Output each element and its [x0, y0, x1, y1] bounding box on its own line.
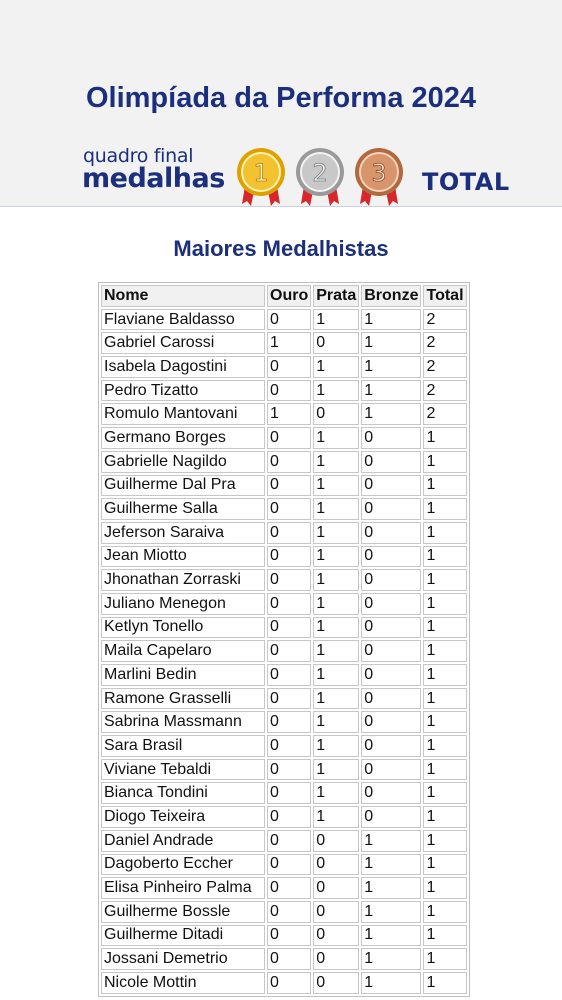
cell-gold: 0 — [267, 948, 311, 970]
cell-bronze: 1 — [361, 830, 421, 852]
column-header-gold: Ouro — [267, 285, 311, 307]
cell-gold: 0 — [267, 546, 311, 568]
cell-total: 1 — [423, 782, 466, 804]
cell-silver: 0 — [313, 854, 359, 876]
cell-bronze: 0 — [361, 806, 421, 828]
cell-name: Pedro Tizatto — [101, 380, 265, 402]
cell-name: Jhonathan Zorraski — [101, 569, 265, 591]
cell-gold: 0 — [267, 688, 311, 710]
cell-name: Romulo Mantovani — [101, 403, 265, 425]
cell-silver: 1 — [313, 782, 359, 804]
cell-gold: 0 — [267, 640, 311, 662]
table-row — [101, 688, 467, 710]
cell-name: Sara Brasil — [101, 735, 265, 757]
cell-silver: 1 — [313, 451, 359, 473]
cell-bronze: 0 — [361, 475, 421, 497]
cell-bronze: 0 — [361, 451, 421, 473]
table-row — [101, 617, 467, 639]
cell-gold: 0 — [267, 664, 311, 686]
table-row — [101, 332, 467, 354]
table-row — [101, 403, 467, 425]
cell-bronze: 0 — [361, 546, 421, 568]
cell-silver: 1 — [313, 522, 359, 544]
cell-total: 1 — [423, 475, 466, 497]
cell-name: Jean Miotto — [101, 546, 265, 568]
cell-bronze: 1 — [361, 356, 421, 378]
table-row — [101, 830, 467, 852]
column-header-name: Nome — [101, 285, 265, 307]
table-row — [101, 806, 467, 828]
table-row — [101, 854, 467, 876]
cell-bronze: 0 — [361, 640, 421, 662]
cell-total: 2 — [423, 356, 466, 378]
table-row — [101, 427, 467, 449]
cell-name: Marlini Bedin — [101, 664, 265, 686]
cell-name: Diogo Teixeira — [101, 806, 265, 828]
cell-total: 1 — [423, 925, 466, 947]
cell-name: Jossani Demetrio — [101, 948, 265, 970]
cell-total: 1 — [423, 830, 466, 852]
table-row — [101, 593, 467, 615]
cell-bronze: 0 — [361, 427, 421, 449]
cell-gold: 0 — [267, 854, 311, 876]
bronze-medal-icon — [349, 146, 409, 210]
table-row — [101, 925, 467, 947]
cell-gold: 0 — [267, 380, 311, 402]
cell-silver: 0 — [313, 901, 359, 923]
cell-gold: 0 — [267, 901, 311, 923]
cell-gold: 0 — [267, 830, 311, 852]
table-row — [101, 972, 467, 994]
cell-total: 1 — [423, 427, 466, 449]
cell-silver: 1 — [313, 593, 359, 615]
cell-gold: 0 — [267, 451, 311, 473]
cell-name: Viviane Tebaldi — [101, 759, 265, 781]
cell-total: 1 — [423, 854, 466, 876]
cell-silver: 1 — [313, 664, 359, 686]
cell-silver: 1 — [313, 735, 359, 757]
cell-name: Guilherme Dal Pra — [101, 475, 265, 497]
cell-silver: 0 — [313, 877, 359, 899]
column-header-bronze: Bronze — [361, 285, 421, 307]
cell-name: Nicole Mottin — [101, 972, 265, 994]
column-header-silver: Prata — [313, 285, 359, 307]
table-row — [101, 735, 467, 757]
table-row — [101, 948, 467, 970]
cell-bronze: 1 — [361, 380, 421, 402]
cell-silver: 1 — [313, 309, 359, 331]
cell-gold: 0 — [267, 782, 311, 804]
cell-total: 1 — [423, 522, 466, 544]
cell-bronze: 0 — [361, 664, 421, 686]
cell-total: 2 — [423, 403, 466, 425]
cell-gold: 1 — [267, 332, 311, 354]
cell-bronze: 1 — [361, 854, 421, 876]
cell-name: Daniel Andrade — [101, 830, 265, 852]
cell-gold: 0 — [267, 735, 311, 757]
cell-gold: 0 — [267, 593, 311, 615]
cell-gold: 0 — [267, 925, 311, 947]
table-body — [101, 309, 467, 994]
table-row — [101, 451, 467, 473]
cell-silver: 1 — [313, 640, 359, 662]
cell-total: 1 — [423, 664, 466, 686]
cell-total: 1 — [423, 711, 466, 733]
logo-text-small: quadro final — [83, 145, 194, 167]
gold-medal-icon — [231, 146, 291, 210]
cell-total: 1 — [423, 688, 466, 710]
cell-gold: 0 — [267, 498, 311, 520]
cell-silver: 1 — [313, 711, 359, 733]
cell-bronze: 1 — [361, 925, 421, 947]
table-row — [101, 664, 467, 686]
cell-silver: 0 — [313, 972, 359, 994]
table-row — [101, 759, 467, 781]
table-row — [101, 380, 467, 402]
cell-name: Sabrina Massmann — [101, 711, 265, 733]
cell-silver: 0 — [313, 925, 359, 947]
cell-total: 1 — [423, 735, 466, 757]
cell-total: 1 — [423, 569, 466, 591]
cell-total: 1 — [423, 806, 466, 828]
table-row — [101, 475, 467, 497]
cell-bronze: 0 — [361, 688, 421, 710]
cell-silver: 1 — [313, 427, 359, 449]
cell-gold: 0 — [267, 759, 311, 781]
cell-bronze: 0 — [361, 569, 421, 591]
cell-gold: 0 — [267, 617, 311, 639]
cell-silver: 1 — [313, 498, 359, 520]
cell-silver: 0 — [313, 332, 359, 354]
cell-name: Maila Capelaro — [101, 640, 265, 662]
cell-bronze: 1 — [361, 332, 421, 354]
cell-gold: 0 — [267, 711, 311, 733]
silver-medal-icon — [290, 146, 350, 210]
cell-gold: 0 — [267, 569, 311, 591]
cell-silver: 0 — [313, 830, 359, 852]
table-row — [101, 498, 467, 520]
medal-number: 2 — [312, 159, 328, 187]
medal-number: 1 — [253, 159, 269, 187]
cell-name: Ramone Grasselli — [101, 688, 265, 710]
cell-bronze: 1 — [361, 948, 421, 970]
cell-total: 1 — [423, 759, 466, 781]
cell-bronze: 1 — [361, 972, 421, 994]
cell-name: Isabela Dagostini — [101, 356, 265, 378]
page-header — [0, 0, 562, 207]
cell-name: Gabriel Carossi — [101, 332, 265, 354]
table-row — [101, 711, 467, 733]
cell-bronze: 1 — [361, 877, 421, 899]
cell-name: Guilherme Ditadi — [101, 925, 265, 947]
cell-name: Dagoberto Eccher — [101, 854, 265, 876]
page-title: Olimpíada da Performa 2024 — [85, 82, 477, 114]
cell-name: Juliano Menegon — [101, 593, 265, 615]
cell-silver: 1 — [313, 688, 359, 710]
cell-gold: 0 — [267, 309, 311, 331]
cell-gold: 0 — [267, 806, 311, 828]
cell-bronze: 1 — [361, 403, 421, 425]
cell-total: 1 — [423, 948, 466, 970]
medalists-table — [98, 282, 470, 997]
medal-number: 3 — [371, 159, 387, 187]
cell-gold: 0 — [267, 522, 311, 544]
cell-total: 1 — [423, 498, 466, 520]
table-header-row — [101, 285, 467, 307]
cell-total: 2 — [423, 380, 466, 402]
cell-silver: 0 — [313, 948, 359, 970]
cell-gold: 0 — [267, 877, 311, 899]
cell-silver: 1 — [313, 569, 359, 591]
cell-silver: 0 — [313, 403, 359, 425]
cell-name: Gabrielle Nagildo — [101, 451, 265, 473]
cell-name: Guilherme Bossle — [101, 901, 265, 923]
cell-total: 1 — [423, 877, 466, 899]
table-row — [101, 546, 467, 568]
cell-silver: 1 — [313, 475, 359, 497]
cell-total: 1 — [423, 901, 466, 923]
cell-total: 1 — [423, 593, 466, 615]
cell-name: Bianca Tondini — [101, 782, 265, 804]
cell-gold: 0 — [267, 427, 311, 449]
table-row — [101, 782, 467, 804]
cell-name: Elisa Pinheiro Palma — [101, 877, 265, 899]
cell-silver: 1 — [313, 617, 359, 639]
cell-bronze: 0 — [361, 498, 421, 520]
cell-name: Germano Borges — [101, 427, 265, 449]
cell-bronze: 0 — [361, 593, 421, 615]
column-header-total: Total — [423, 285, 466, 307]
cell-total: 1 — [423, 451, 466, 473]
cell-bronze: 0 — [361, 735, 421, 757]
cell-bronze: 0 — [361, 522, 421, 544]
cell-silver: 1 — [313, 806, 359, 828]
cell-bronze: 1 — [361, 309, 421, 331]
cell-total: 1 — [423, 972, 466, 994]
table-row — [101, 640, 467, 662]
table-row — [101, 356, 467, 378]
table-row — [101, 569, 467, 591]
cell-name: Jeferson Saraiva — [101, 522, 265, 544]
cell-bronze: 1 — [361, 901, 421, 923]
section-subtitle: Maiores Medalhistas — [173, 236, 389, 261]
cell-silver: 1 — [313, 546, 359, 568]
cell-name: Flaviane Baldasso — [101, 309, 265, 331]
table-row — [101, 877, 467, 899]
cell-bronze: 0 — [361, 759, 421, 781]
cell-name: Guilherme Salla — [101, 498, 265, 520]
cell-name: Ketlyn Tonello — [101, 617, 265, 639]
cell-bronze: 0 — [361, 782, 421, 804]
cell-total: 1 — [423, 640, 466, 662]
table-row — [101, 901, 467, 923]
cell-silver: 1 — [313, 759, 359, 781]
cell-total: 2 — [423, 332, 466, 354]
cell-total: 1 — [423, 617, 466, 639]
table-row — [101, 522, 467, 544]
cell-silver: 1 — [313, 356, 359, 378]
cell-bronze: 0 — [361, 617, 421, 639]
logo-text-big: medalhas — [82, 163, 225, 194]
table-row — [101, 309, 467, 331]
cell-total: 2 — [423, 309, 466, 331]
cell-gold: 0 — [267, 356, 311, 378]
cell-gold: 0 — [267, 475, 311, 497]
total-label: TOTAL — [422, 168, 510, 196]
cell-silver: 1 — [313, 380, 359, 402]
cell-bronze: 0 — [361, 711, 421, 733]
cell-total: 1 — [423, 546, 466, 568]
cell-gold: 1 — [267, 403, 311, 425]
cell-gold: 0 — [267, 972, 311, 994]
